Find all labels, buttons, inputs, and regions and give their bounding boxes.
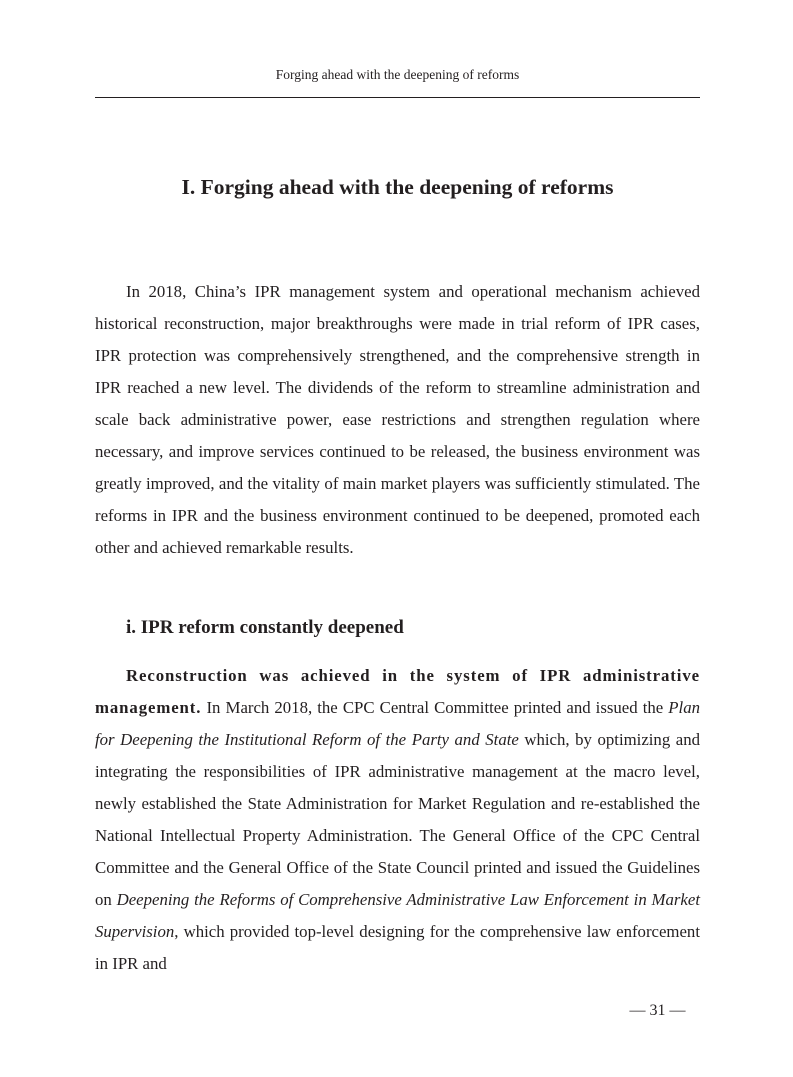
paragraph-text: In March 2018, the CPC Central Committee printed and issued the — [201, 698, 669, 717]
reform-paragraph — [95, 660, 700, 980]
header-rule — [95, 97, 700, 98]
document-title-guidelines: Deepening the Reforms of Comprehensive Administrative Law Enforcement in Market Supervision — [95, 890, 700, 941]
paragraph-text: , which provided top-level designing for the comprehensive law enforcement in IPR and — [95, 922, 700, 973]
paragraph-text: which, by optimizing and integrating the responsibilities of IPR administrative management at the macro level, newly established the State Administration for Market Regulation and re-established the National Intellectual Property Administration. The General Office of the CPC Central Committee and the General Office of the State Council printed and issued the Guidelines on — [95, 730, 700, 909]
chapter-title: I. Forging ahead with the deepening of reforms — [181, 175, 614, 199]
section-heading: i. IPR reform constantly deepened — [126, 617, 404, 638]
paragraph-lead: Reconstruction was achieved in the system of IPR administrative management. — [95, 666, 700, 717]
intro-paragraph: In 2018, China’s IPR management system and operational mechanism achieved historical reconstruction, major breakthroughs were made in trial reform of IPR cases, IPR protection was comprehensively strengthened, and the comprehensive strength in IPR reached a new level. The dividends of the reform to streamline administration and scale back administrative power, ease restrictions and strengthen regulation where necessary, and improve services continued to be released, the business environment was greatly improved, and the vitality of main market players was sufficiently stimulated. The reforms in IPR and the business environment continued to be deepened, promoted each other and achieved remarkable results. — [95, 282, 700, 557]
running-header: Forging ahead with the deepening of reforms — [275, 67, 520, 82]
page-number: — 31 — — [629, 1002, 686, 1019]
document-title-plan: Plan for Deepening the Institutional Reform of the Party and State — [95, 698, 700, 749]
